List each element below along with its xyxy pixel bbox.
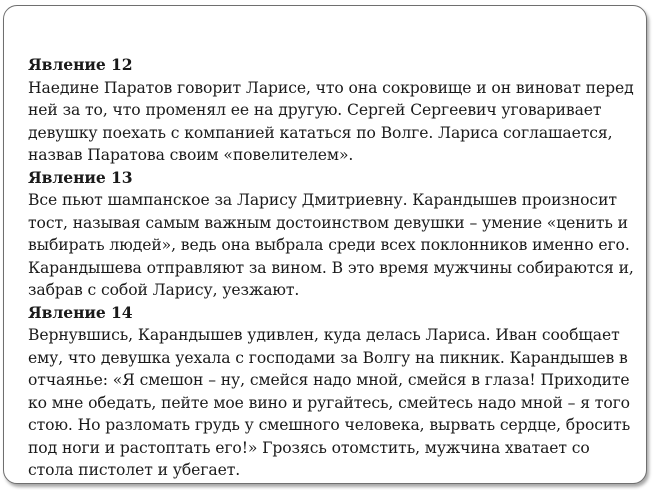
section-scene-12 (28, 54, 634, 167)
section-scene-13 (28, 167, 634, 302)
section-heading: Явление 12 (28, 55, 133, 74)
section-text: Все пьют шампанское за Ларису Дмитриевну. Карандышев произносит тост, называя самым важным достоинством девушки – умение «ценить и выбирать людей», ведь она выбрала среди всех поклонников именно его. Карандышева отправляют за вином. В это время мужчины собираются и, забрав с собой Ларису, уезжают. (28, 191, 634, 299)
section-heading: Явление 13 (28, 167, 133, 187)
section-scene-14 (28, 302, 634, 482)
section-heading: Явление 14 (28, 302, 133, 322)
section-text: Наедине Паратов говорит Ларисе, что она сокровище и он виноват перед ней за то, что променял ее на другую. Сергей Сергеевич уговаривает девушку поехать с компанией кататься по Волге. Лариса соглашается, назвав Паратова своим «повелителем». (28, 78, 634, 164)
slide-frame (3, 5, 647, 484)
slide-content (28, 54, 634, 482)
section-text: Вернувшись, Карандышев удивлен, куда делась Лариса. Иван сообщает ему, что девушка уехала с господами за Волгу на пикник. Карандышев в отчаянье: «Я смешон – ну, смейся надо мной, смейся в глаза! Приходите ко мне обедать, пейте мое вино и ругайтесь, смейтесь надо мной – я того стою. Но разломать грудь у смешного человека, вырвать сердце, бросить под ноги и растоптать его!» Грозясь отомстить, мужчина хватает со стола пистолет и убегает. (28, 326, 631, 479)
